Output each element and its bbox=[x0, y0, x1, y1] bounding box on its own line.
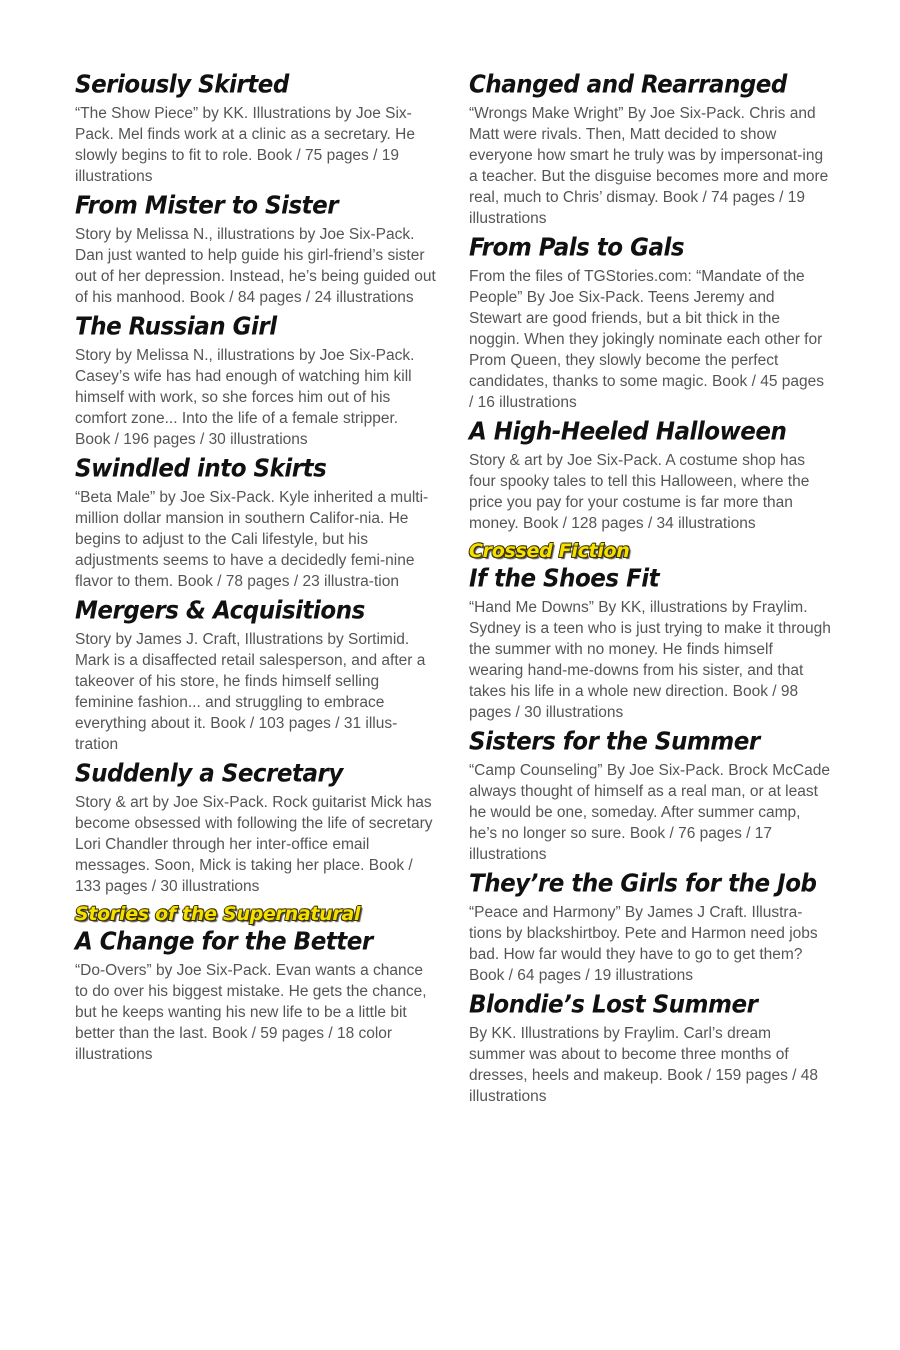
book-title: They’re the Girls for the Job bbox=[469, 869, 817, 899]
book-entry bbox=[469, 869, 831, 986]
book-title: Mergers & Acquisitions bbox=[75, 596, 365, 626]
book-title: From Pals to Gals bbox=[469, 233, 685, 263]
book-description: Story by James J. Craft, Illustrations by Sortimid. Mark is a disaffected retail salesperson, and after a takeover of his store, he finds himself selling feminine fashion... and struggling to embrace everything about it. Book / 103 pages / 31 illus-tration bbox=[75, 631, 426, 753]
book-description: By KK. Illustrations by Fraylim. Carl’s dream summer was about to become three months of dresses, heels and makeup. Book / 159 pages / 48 illustrations bbox=[469, 1025, 818, 1105]
book-description: Story by Melissa N., illustrations by Joe Six-Pack. Casey’s wife has had enough of watching him kill himself with work, so she forces him out of his comfort zone... Into the life of a female stripper. Book / 196 pages / 30 illustrations bbox=[75, 347, 415, 448]
book-entry bbox=[469, 233, 831, 413]
book-description: “Do-Overs” by Joe Six-Pack. Evan wants a chance to do over his biggest mistake. He gets the chance, but he keeps wanting his new life to be a little bit better than the last. Book / 59 pages / 18 color illustrations bbox=[75, 962, 427, 1063]
book-description: “Camp Counseling” By Joe Six-Pack. Brock McCade always thought of himself as a real man, or at least he would be one, someday. After summer camp, he’s no longer so sure. Book / 76 pages / 17 illustrations bbox=[469, 762, 830, 863]
book-entry bbox=[75, 927, 437, 1065]
book-description: “Peace and Harmony” By James J Craft. Illustra-tions by blackshirtboy. Pete and Harmon need jobs bad. How far would they have to go to get them? Book / 64 pages / 19 illustrations bbox=[469, 904, 818, 984]
book-entry bbox=[75, 759, 437, 897]
book-title: Seriously Skirted bbox=[75, 70, 289, 100]
book-title: Sisters for the Summer bbox=[469, 727, 760, 757]
book-title: The Russian Girl bbox=[75, 312, 277, 342]
book-title: Swindled into Skirts bbox=[75, 454, 327, 484]
book-description: “The Show Piece” by KK. Illustrations by Joe Six-Pack. Mel finds work at a clinic as a secretary. He slowly begins to fit to role. Book / 75 pages / 19 illustrations bbox=[75, 105, 415, 185]
section-heading-crossed-fiction: Crossed Fiction bbox=[469, 540, 630, 562]
book-entry bbox=[469, 70, 831, 229]
book-title: Suddenly a Secretary bbox=[75, 759, 343, 789]
book-entry bbox=[469, 417, 831, 534]
book-description: From the files of TGStories.com: “Mandate of the People” By Joe Six-Pack. Teens Jeremy and Stewart are good friends, but a bit thick in the noggin. When they jokingly nominate each other for Prom Queen, they slowly become the perfect candidates, thanks to some magic. Book / 45 pages / 16 illustrations bbox=[469, 268, 824, 411]
book-entry bbox=[75, 454, 437, 592]
book-entry bbox=[75, 191, 437, 308]
book-entry bbox=[469, 727, 831, 865]
book-description: “Beta Male” by Joe Six-Pack. Kyle inherited a multi-million dollar mansion in southern Califor-nia. He begins to adjust to the Cali lifestyle, but his adjustments seems to have a decidedly femi-nine flavor to them. Book / 78 pages / 23 illustra-tion bbox=[75, 489, 429, 590]
book-entry bbox=[75, 70, 437, 187]
book-title: If the Shoes Fit bbox=[469, 564, 660, 594]
book-entry bbox=[75, 312, 437, 450]
book-description: “Wrongs Make Wright” By Joe Six-Pack. Chris and Matt were rivals. Then, Matt decided to show everyone how smart he truly was by impersonat-ing a teacher. But the disguise becomes more and more real, much to Chris’ dismay. Book / 74 pages / 19 illustrations bbox=[469, 105, 829, 227]
book-title: A Change for the Better bbox=[75, 927, 373, 957]
book-entry bbox=[469, 564, 831, 723]
right-column bbox=[469, 70, 831, 1111]
book-entry bbox=[75, 596, 437, 755]
book-description: Story by Melissa N., illustrations by Joe Six-Pack. Dan just wanted to help guide his girl-friend’s sister out of her depression. Instead, he’s being guided out of his manhood. Book / 84 pages / 24 illustrations bbox=[75, 226, 436, 306]
book-description: Story & art by Joe Six-Pack. Rock guitarist Mick has become obsessed with following the life of secretary Lori Chandler through her inter-office email messages. Soon, Mick is taking her place. Book / 133 pages / 30 illustrations bbox=[75, 794, 433, 895]
book-description: Story & art by Joe Six-Pack. A costume shop has four spooky tales to tell this Halloween, where the price you pay for your costume is far more than money. Book / 128 pages / 34 illustrations bbox=[469, 452, 810, 532]
book-description: “Hand Me Downs” By KK, illustrations by Fraylim. Sydney is a teen who is just trying to make it through the summer with no money. He finds himself wearing hand-me-downs from his sister, and that takes his life in a whole new direction. Book / 98 pages / 30 illustrations bbox=[469, 599, 831, 721]
book-title: A High-Heeled Halloween bbox=[469, 417, 787, 447]
left-column bbox=[75, 70, 437, 1069]
book-title: Changed and Rearranged bbox=[469, 70, 787, 100]
book-title: From Mister to Sister bbox=[75, 191, 339, 221]
book-entry bbox=[469, 990, 831, 1107]
section-heading-stories-of-the-supernatural: Stories of the Supernatural bbox=[75, 903, 361, 925]
book-title: Blondie’s Lost Summer bbox=[469, 990, 758, 1020]
